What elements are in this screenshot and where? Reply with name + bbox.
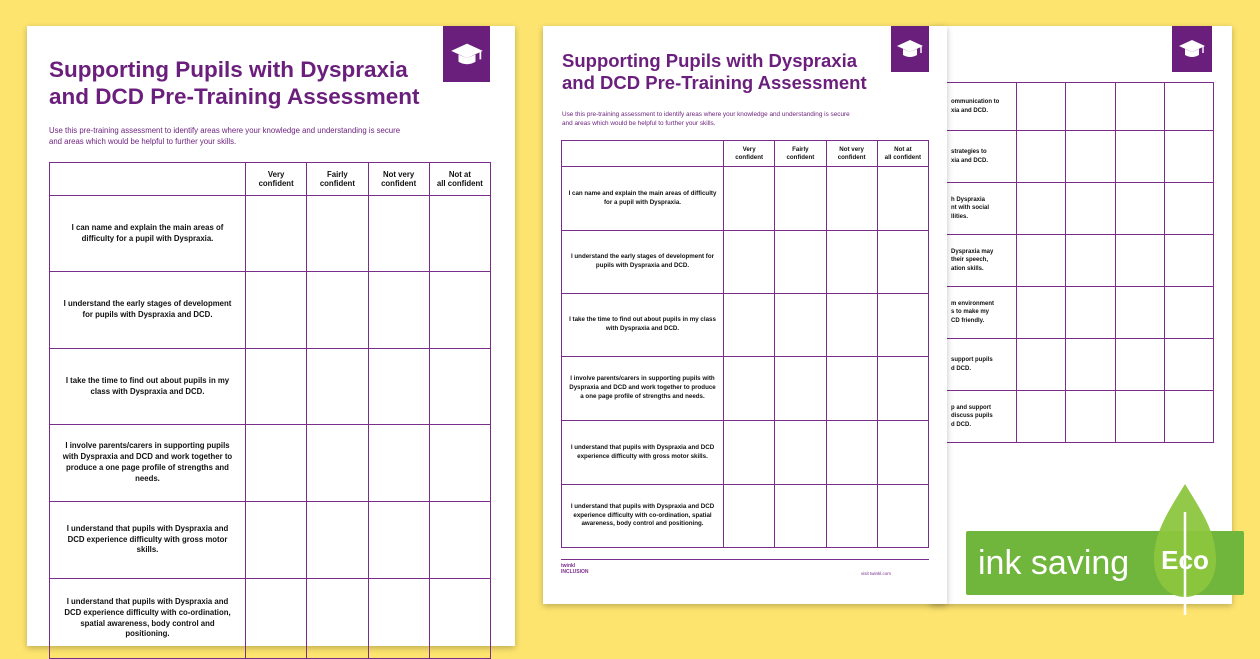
rating-checkbox-cell[interactable] <box>775 294 826 357</box>
rating-checkbox-cell[interactable] <box>307 272 368 349</box>
rating-checkbox-cell[interactable] <box>1115 83 1164 131</box>
rating-checkbox-cell[interactable] <box>826 485 877 548</box>
graduation-cap-icon <box>1178 38 1206 60</box>
rating-checkbox-cell[interactable] <box>877 485 928 548</box>
rating-checkbox-cell[interactable] <box>826 231 877 294</box>
column-header: Fairly confident <box>775 141 826 167</box>
rating-checkbox-cell[interactable] <box>1164 235 1213 287</box>
column-header: Not very confident <box>826 141 877 167</box>
footer-logo: twinkl INCLUSION <box>561 563 589 575</box>
column-header: Not at all confident <box>877 141 928 167</box>
statement-cell: I understand that pupils with Dyspraxia and DCD experience difficulty with co-ordination, spatial awareness, body control and positioning. <box>50 579 246 659</box>
rating-checkbox-cell[interactable] <box>826 294 877 357</box>
rating-checkbox-cell[interactable] <box>1115 391 1164 443</box>
rating-checkbox-cell[interactable] <box>724 231 775 294</box>
statement-cell: I involve parents/carers in supporting pupils with Dyspraxia and DCD and work together to produce a one page profile of strengths and needs. <box>50 425 246 502</box>
leaf-icon <box>1150 482 1220 617</box>
rating-checkbox-cell[interactable] <box>429 579 490 659</box>
rating-checkbox-cell[interactable] <box>1066 131 1115 183</box>
rating-checkbox-cell[interactable] <box>368 579 429 659</box>
rating-checkbox-cell[interactable] <box>1115 131 1164 183</box>
rating-checkbox-cell[interactable] <box>429 349 490 425</box>
rating-checkbox-cell[interactable] <box>1017 287 1066 339</box>
footer-divider <box>561 559 929 560</box>
rating-checkbox-cell[interactable] <box>1066 83 1115 131</box>
statement-cell: I can name and explain the main areas of difficulty for a pupil with Dyspraxia. <box>562 167 724 231</box>
intro-text: Use this pre-training assessment to identify areas where your knowledge and understanding is secure and areas which would be helpful to further your skills. <box>562 111 850 128</box>
rating-checkbox-cell[interactable] <box>724 294 775 357</box>
statement-cell: I can name and explain the main areas of difficulty for a pupil with Dyspraxia. <box>50 196 246 272</box>
worksheet-page-front <box>27 26 515 646</box>
page-title: Supporting Pupils with Dyspraxia and DCD Pre-Training Assessment <box>49 57 420 109</box>
header-blank-cell <box>562 141 724 167</box>
rating-checkbox-cell[interactable] <box>826 421 877 485</box>
rating-checkbox-cell[interactable] <box>1066 183 1115 235</box>
rating-checkbox-cell[interactable] <box>877 357 928 421</box>
statement-cell: I understand that pupils with Dyspraxia and DCD experience difficulty with gross motor skills. <box>50 502 246 579</box>
rating-checkbox-cell[interactable] <box>368 349 429 425</box>
table-row <box>562 294 929 357</box>
rating-checkbox-cell[interactable] <box>1066 339 1115 391</box>
rating-checkbox-cell[interactable] <box>877 294 928 357</box>
assessment-table <box>561 140 929 548</box>
rating-checkbox-cell[interactable] <box>1115 235 1164 287</box>
rating-checkbox-cell[interactable] <box>368 425 429 502</box>
table-row <box>562 167 929 231</box>
rating-checkbox-cell[interactable] <box>1115 183 1164 235</box>
rating-checkbox-cell[interactable] <box>1017 339 1066 391</box>
rating-checkbox-cell[interactable] <box>826 167 877 231</box>
assessment-table <box>49 162 491 659</box>
table-row <box>562 357 929 421</box>
statement-cell: h Dyspraxia nt with social llities. <box>939 183 1017 235</box>
rating-checkbox-cell[interactable] <box>246 425 307 502</box>
rating-checkbox-cell[interactable] <box>1164 339 1213 391</box>
intro-text: Use this pre-training assessment to identify areas where your knowledge and understanding is secure and areas which would be helpful to further your skills. <box>49 126 401 147</box>
table-row <box>939 235 1214 287</box>
rating-checkbox-cell[interactable] <box>724 485 775 548</box>
column-header: Not very confident <box>368 163 429 196</box>
table-row <box>562 485 929 548</box>
table-row <box>939 339 1214 391</box>
graduation-cap-icon <box>896 38 924 60</box>
rating-checkbox-cell[interactable] <box>1017 131 1066 183</box>
rating-checkbox-cell[interactable] <box>775 357 826 421</box>
statement-cell: I involve parents/carers in supporting pupils with Dyspraxia and DCD and work together to produce a one page profile of strengths and needs. <box>562 357 724 421</box>
rating-checkbox-cell[interactable] <box>1115 339 1164 391</box>
table-row <box>939 287 1214 339</box>
rating-checkbox-cell[interactable] <box>1164 183 1213 235</box>
rating-checkbox-cell[interactable] <box>368 502 429 579</box>
table-row <box>939 83 1214 131</box>
rating-checkbox-cell[interactable] <box>246 272 307 349</box>
rating-checkbox-cell[interactable] <box>775 421 826 485</box>
statement-cell: ommunication to xia and DCD. <box>939 83 1017 131</box>
page-title: Supporting Pupils with Dyspraxia and DCD Pre-Training Assessment <box>562 50 867 94</box>
column-header: Very confident <box>724 141 775 167</box>
table-row <box>50 502 491 579</box>
rating-checkbox-cell[interactable] <box>1017 83 1066 131</box>
rating-checkbox-cell[interactable] <box>307 502 368 579</box>
statement-cell: p and support discuss pupils d DCD. <box>939 391 1017 443</box>
statement-cell: I take the time to find out about pupils in my class with Dyspraxia and DCD. <box>562 294 724 357</box>
rating-checkbox-cell[interactable] <box>307 196 368 272</box>
rating-checkbox-cell[interactable] <box>307 425 368 502</box>
rating-checkbox-cell[interactable] <box>1164 131 1213 183</box>
graduation-cap-badge <box>443 26 490 82</box>
statement-cell: I understand the early stages of development for pupils with Dyspraxia and DCD. <box>562 231 724 294</box>
rating-checkbox-cell[interactable] <box>1115 287 1164 339</box>
statement-cell: I understand that pupils with Dyspraxia and DCD experience difficulty with gross motor skills. <box>562 421 724 485</box>
rating-checkbox-cell[interactable] <box>429 502 490 579</box>
graduation-cap-badge <box>891 26 929 72</box>
rating-checkbox-cell[interactable] <box>1017 391 1066 443</box>
rating-checkbox-cell[interactable] <box>368 196 429 272</box>
rating-checkbox-cell[interactable] <box>877 167 928 231</box>
rating-checkbox-cell[interactable] <box>246 349 307 425</box>
table-row <box>50 579 491 659</box>
statement-cell: strategies to xia and DCD. <box>939 131 1017 183</box>
statement-cell: m environment s to make my CD friendly. <box>939 287 1017 339</box>
graduation-cap-badge <box>1172 26 1212 72</box>
rating-checkbox-cell[interactable] <box>724 421 775 485</box>
column-header: Not at all confident <box>429 163 490 196</box>
table-row <box>50 272 491 349</box>
ink-saving-label: ink saving <box>978 543 1130 582</box>
rating-checkbox-cell[interactable] <box>246 196 307 272</box>
rating-checkbox-cell[interactable] <box>775 485 826 548</box>
rating-checkbox-cell[interactable] <box>429 196 490 272</box>
statement-cell: support pupils d DCD. <box>939 339 1017 391</box>
table-row <box>50 425 491 502</box>
rating-checkbox-cell[interactable] <box>1017 183 1066 235</box>
table-row <box>562 231 929 294</box>
header-blank-cell <box>50 163 246 196</box>
rating-checkbox-cell[interactable] <box>724 357 775 421</box>
rating-checkbox-cell[interactable] <box>1164 287 1213 339</box>
eco-label: Eco <box>1161 545 1209 575</box>
graduation-cap-icon <box>450 41 484 68</box>
rating-checkbox-cell[interactable] <box>724 167 775 231</box>
rating-checkbox-cell[interactable] <box>1066 287 1115 339</box>
rating-checkbox-cell[interactable] <box>307 579 368 659</box>
table-row <box>939 131 1214 183</box>
rating-checkbox-cell[interactable] <box>246 579 307 659</box>
rating-checkbox-cell[interactable] <box>368 272 429 349</box>
table-row <box>939 183 1214 235</box>
table-row <box>50 349 491 425</box>
rating-checkbox-cell[interactable] <box>826 357 877 421</box>
rating-checkbox-cell[interactable] <box>1066 235 1115 287</box>
rating-checkbox-cell[interactable] <box>1066 391 1115 443</box>
statement-cell: Dyspraxia may their speech, ation skills. <box>939 235 1017 287</box>
rating-checkbox-cell[interactable] <box>877 231 928 294</box>
rating-checkbox-cell[interactable] <box>775 167 826 231</box>
worksheet-page-middle <box>543 26 947 604</box>
rating-checkbox-cell[interactable] <box>1017 235 1066 287</box>
rating-checkbox-cell[interactable] <box>1164 391 1213 443</box>
rating-checkbox-cell[interactable] <box>775 231 826 294</box>
statement-cell: I understand that pupils with Dyspraxia and DCD experience difficulty with co-ordination, spatial awareness, body control and positioning. <box>562 485 724 548</box>
table-row <box>50 196 491 272</box>
rating-checkbox-cell[interactable] <box>429 425 490 502</box>
rating-checkbox-cell[interactable] <box>429 272 490 349</box>
rating-checkbox-cell[interactable] <box>1164 83 1213 131</box>
footer-url: visit twinkl.com <box>861 571 892 576</box>
column-header: Fairly confident <box>307 163 368 196</box>
rating-checkbox-cell[interactable] <box>307 349 368 425</box>
table-row <box>939 391 1214 443</box>
rating-checkbox-cell[interactable] <box>877 421 928 485</box>
table-row <box>562 421 929 485</box>
statement-cell: I understand the early stages of development for pupils with Dyspraxia and DCD. <box>50 272 246 349</box>
rating-checkbox-cell[interactable] <box>246 502 307 579</box>
statement-cell: I take the time to find out about pupils in my class with Dyspraxia and DCD. <box>50 349 246 425</box>
assessment-table-back <box>938 82 1214 443</box>
column-header: Very confident <box>246 163 307 196</box>
